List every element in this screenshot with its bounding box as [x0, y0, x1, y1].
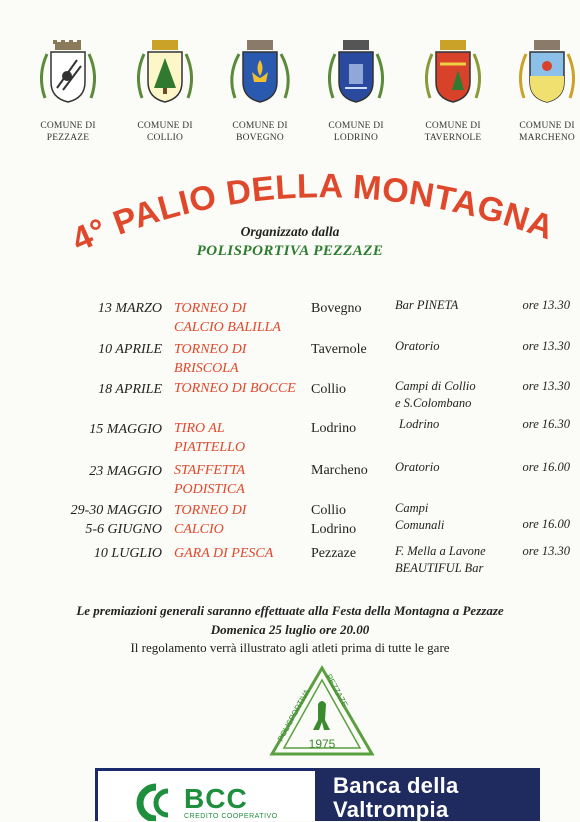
event-name: GARA DI PESCA [174, 546, 274, 561]
crest-label: COMUNE DI COLLIO [137, 121, 193, 143]
event-venue: Bar PINETA [395, 298, 459, 312]
event-time: ore 16.00 [522, 460, 570, 474]
event-time: ore 16.30 [522, 417, 570, 431]
event-time: ore 13.30 [522, 339, 570, 353]
event-place: Collio Lodrino [311, 503, 357, 537]
event-venue: Oratorio [395, 339, 440, 353]
event-name: TORNEO DI CALCIO [174, 503, 247, 537]
crest-label: COMUNE DI LODRINO [328, 121, 384, 143]
bcc-text: BCC [184, 783, 248, 814]
event-venue: Campi di Collio e S.Colombano [395, 379, 476, 410]
event-name: TIRO AL PIATTELLO [174, 421, 246, 455]
event-time: ore 13.30 [522, 544, 570, 558]
rules-note: Il regolamento verrà illustrato agli atleti prima di tutte le gare [130, 640, 450, 655]
event-date: 10 LUGLIO [93, 546, 162, 561]
awards-note: Le premiazioni generali saranno effettuate alla Festa della Montagna a Pezzaze [76, 603, 504, 618]
organizer-intro: Organizzato dalla [240, 224, 340, 239]
crest-label: COMUNE DI TAVERNOLE [424, 121, 482, 143]
svg-text:POLISPORTIVA [276, 687, 312, 743]
event-date: 18 APRILE [98, 382, 162, 397]
event-venue: Lodrino [399, 417, 440, 431]
polisportiva-logo-icon [268, 664, 376, 760]
event-venue: Campi Comunali [395, 501, 445, 532]
event-date: 29-30 MAGGIO 5-6 GIUGNO [70, 503, 162, 537]
bcc-logo [95, 768, 315, 821]
event-name: STAFFETTA PODISTICA [174, 463, 246, 497]
event-venue: F. Mella a Lavone BEAUTIFUL Bar [395, 544, 486, 575]
bank-name-block [315, 768, 540, 821]
event-place: Collio [311, 382, 347, 397]
event-place: Bovegno [311, 301, 362, 316]
crest-label: COMUNE DI BOVEGNO [232, 121, 288, 143]
logo-year: 1975 [308, 737, 336, 751]
logo-arc-right: PEZZAZE [324, 672, 350, 709]
event-date: 10 APRILE [98, 342, 162, 357]
event-date: 13 MARZO [97, 301, 162, 316]
title-text: 4° PALIO DELLA MONTAGNA [66, 167, 559, 260]
organizer-name: POLISPORTIVA PEZZAZE [196, 243, 384, 259]
awards-date: Domenica 25 luglio ore 20.00 [210, 622, 370, 637]
event-place: Marcheno [311, 463, 368, 478]
logo-arc-left: POLISPORTIVA [275, 687, 312, 743]
crest-label: COMUNE DI PEZZAZE [40, 121, 96, 143]
event-name: TORNEO DI BRISCOLA [174, 342, 247, 376]
event-time: ore 16.00 [522, 517, 570, 531]
event-date: 23 MAGGIO [89, 464, 162, 479]
event-name: TORNEO DI CALCIO BALILLA [174, 301, 281, 335]
bank-name-line2: Valtrompia [333, 797, 449, 822]
event-time: ore 13.30 [522, 298, 570, 312]
event-venue: Oratorio [395, 460, 440, 474]
event-time: ore 13.30 [522, 379, 570, 393]
event-place: Pezzaze [311, 546, 357, 561]
event-date: 15 MAGGIO [89, 422, 162, 437]
bank-name-line1: Banca della [333, 773, 459, 798]
crest-label: COMUNE DI MARCHENO [519, 121, 575, 143]
bcc-subtitle: CREDITO COOPERATIVO [184, 813, 278, 820]
event-place: Lodrino [311, 421, 357, 436]
event-place: Tavernole [311, 342, 367, 357]
sponsor-banner [95, 768, 540, 821]
event-name: TORNEO DI BOCCE [174, 381, 296, 396]
